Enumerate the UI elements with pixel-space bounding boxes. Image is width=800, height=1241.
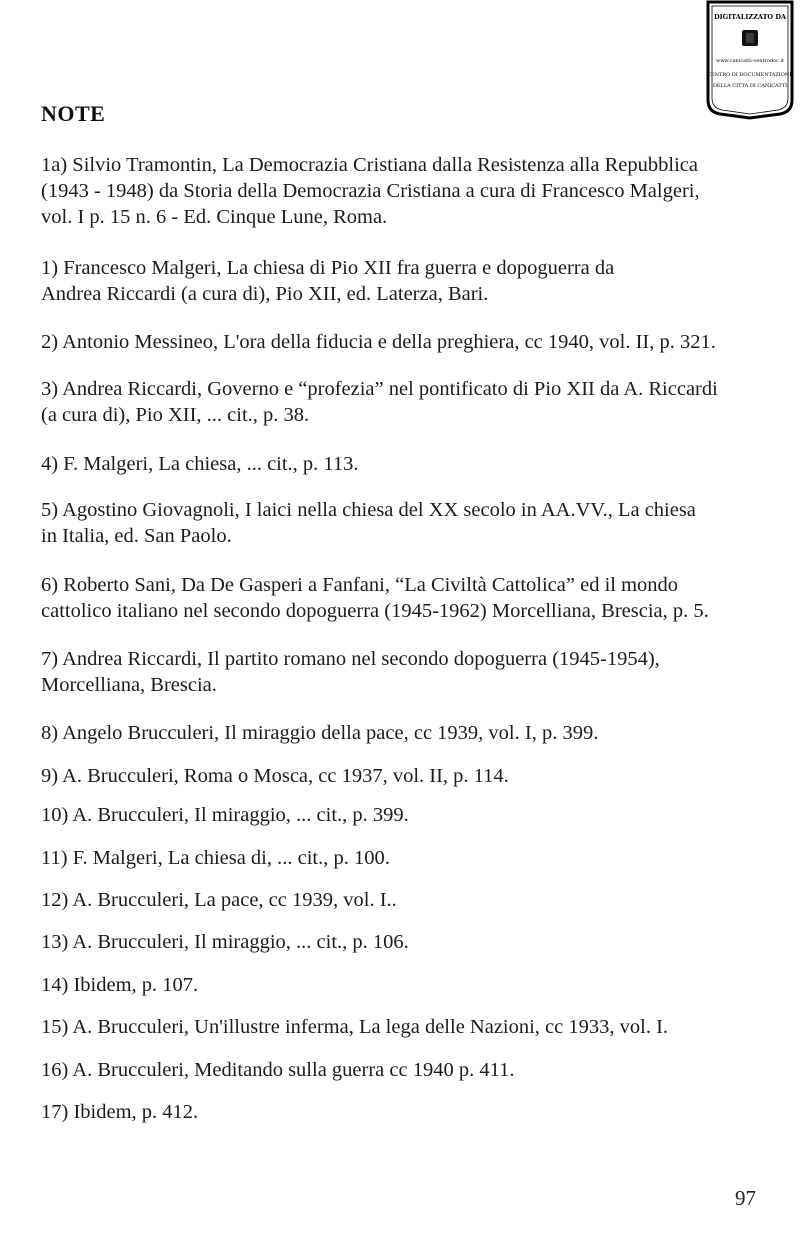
note-1a [41, 152, 763, 230]
note-line: 9) A. Brucculeri, Roma o Mosca, cc 1937, vol. II, p. 114. [41, 765, 509, 787]
note-line: 17) Ibidem, p. 412. [41, 1101, 199, 1123]
note-line: 12) A. Brucculeri, La pace, cc 1939, vol. I.. [41, 889, 397, 911]
note-line: in Italia, ed. San Paolo. [41, 525, 232, 547]
note-10 [41, 802, 763, 828]
note-line: 5) Agostino Giovagnoli, I laici nella chiesa del XX secolo in AA.VV., La chiesa [41, 499, 696, 521]
note-11 [41, 845, 763, 871]
note-line: 16) A. Brucculeri, Meditando sulla guerra cc 1940 p. 411. [41, 1059, 515, 1081]
note-3 [41, 376, 763, 428]
note-16 [41, 1057, 763, 1083]
note-17 [41, 1099, 763, 1125]
stamp-url: www.canicatti-centrodoc.it [715, 58, 785, 64]
note-15 [41, 1014, 763, 1040]
note-4 [41, 451, 763, 477]
note-line: 13) A. Brucculeri, Il miraggio, ... cit., p. 106. [41, 931, 409, 953]
note-8 [41, 720, 763, 746]
note-line: 1a) Silvio Tramontin, La Democrazia Cristiana dalla Resistenza alla Repubblica [41, 154, 698, 176]
note-7 [41, 646, 763, 698]
note-13 [41, 929, 763, 955]
note-line: 11) F. Malgeri, La chiesa di, ... cit., p. 100. [41, 847, 390, 869]
note-line: 15) A. Brucculeri, Un'illustre inferma, La lega delle Nazioni, cc 1933, vol. I. [41, 1016, 669, 1038]
note-6 [41, 572, 763, 624]
stamp-line-4: DELLA CITTÀ DI CANICATTÌ [712, 83, 788, 89]
note-line: 4) F. Malgeri, La chiesa, ... cit., p. 113. [41, 453, 359, 475]
note-line: 14) Ibidem, p. 107. [41, 974, 199, 996]
note-line: (1943 - 1948) da Storia della Democrazia Cristiana a cura di Francesco Malgeri, [41, 180, 700, 202]
note-line: Morcelliana, Brescia. [41, 674, 217, 696]
note-line: cattolico italiano nel secondo dopoguerra (1945-1962) Morcelliana, Brescia, p. 5. [41, 600, 709, 622]
note-line: 8) Angelo Brucculeri, Il miraggio della pace, cc 1939, vol. I, p. 399. [41, 722, 599, 744]
note-9 [41, 763, 763, 789]
note-line: 7) Andrea Riccardi, Il partito romano nel secondo dopoguerra (1945-1954), [41, 648, 660, 670]
note-1 [41, 255, 763, 307]
stamp-line-1: DIGITALIZZATO DA [713, 13, 787, 21]
note-14 [41, 972, 763, 998]
note-line: (a cura di), Pio XII, ... cit., p. 38. [41, 404, 310, 426]
note-line: 10) A. Brucculeri, Il miraggio, ... cit., p. 399. [41, 804, 409, 826]
note-12 [41, 887, 763, 913]
stamp-line-3: CENTRO DI DOCUMENTAZIONE [707, 72, 793, 78]
note-line: 2) Antonio Messineo, L'ora della fiducia e della preghiera, cc 1940, vol. II, p. 321. [41, 331, 716, 353]
note-line: Andrea Riccardi (a cura di), Pio XII, ed. Laterza, Bari. [41, 283, 489, 305]
page-title: NOTE [41, 101, 106, 126]
note-line: 1) Francesco Malgeri, La chiesa di Pio XII fra guerra e dopoguerra da [41, 257, 615, 279]
page-number: 97 [735, 1186, 756, 1210]
note-5 [41, 497, 763, 549]
note-2 [41, 329, 763, 355]
digitization-stamp [706, 0, 794, 120]
note-line: vol. I p. 15 n. 6 - Ed. Cinque Lune, Roma. [41, 206, 388, 228]
note-line: 3) Andrea Riccardi, Governo e “profezia” nel pontificato di Pio XII da A. Riccardi [41, 378, 718, 400]
note-line: 6) Roberto Sani, Da De Gasperi a Fanfani, “La Civiltà Cattolica” ed il mondo [41, 574, 679, 596]
